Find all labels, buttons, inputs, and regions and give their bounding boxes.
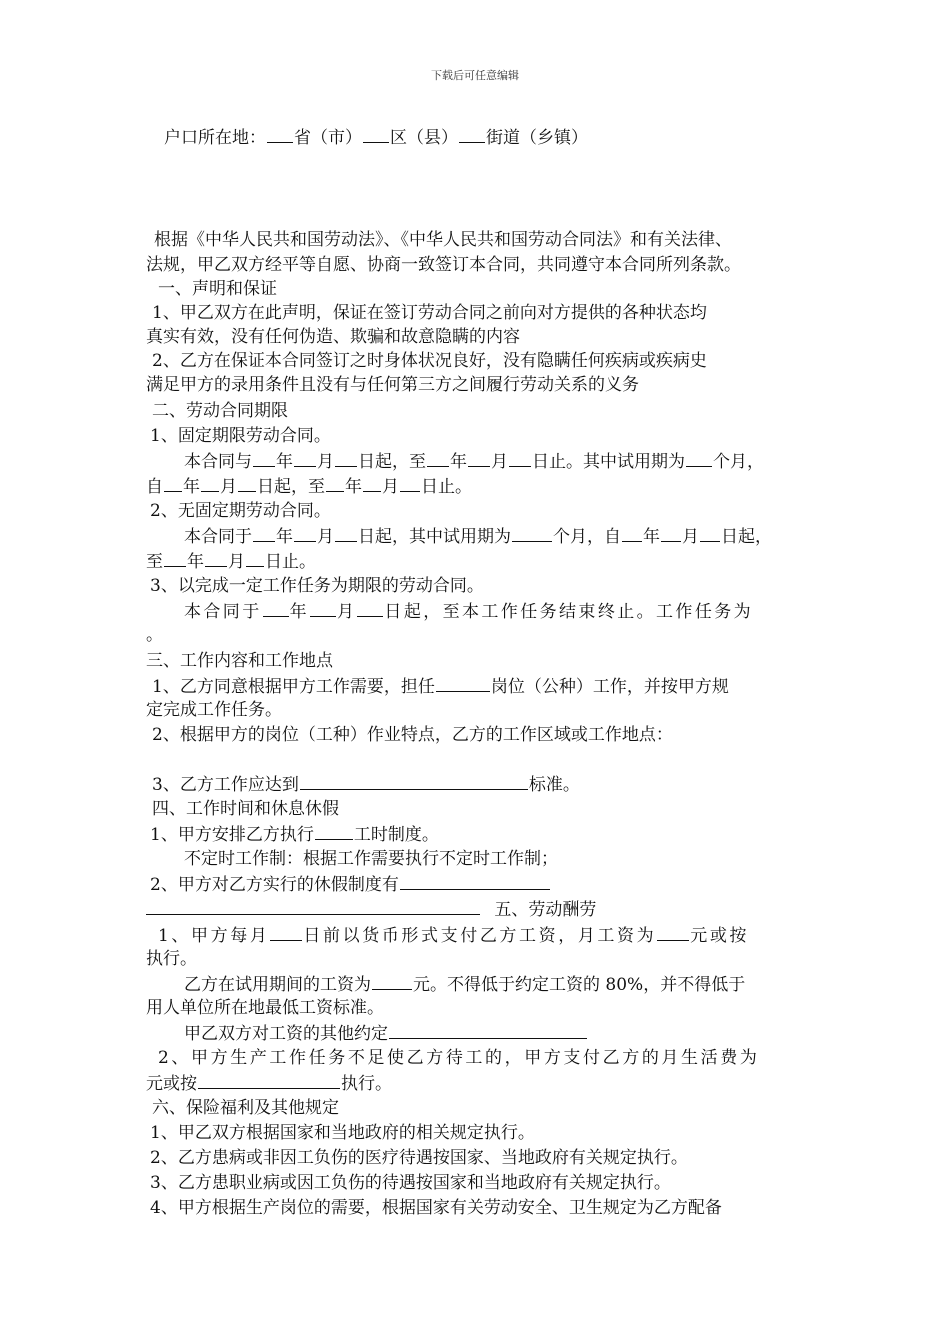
s5-item-2-line-2: 元或按 执行。 <box>146 1074 392 1094</box>
s6-item-4: 4、甲方根据生产岗位的需要，根据国家有关劳动安全、卫生规定为乙方配备 <box>150 1198 722 1218</box>
s3-item-1-line-2: 定完成工作任务。 <box>146 700 282 720</box>
s1-item-1b: 真实有效，没有任何伪造、欺骗和故意隐瞒的内容 <box>146 327 520 347</box>
s1-item-2b: 满足甲方的录用条件且没有与任何第三方之间履行劳动关系的义务 <box>146 375 639 395</box>
section-6-title: 六、保险福利及其他规定 <box>152 1098 339 1118</box>
s2-item-3-line-2: 。 <box>146 625 163 645</box>
s1-item-1a: 1、甲乙双方在此声明，保证在签订劳动合同之前向对方提供的各种状态均 <box>152 303 707 323</box>
s6-item-2: 2、乙方患病或非因工负伤的医疗待遇按国家、当地政府有关规定执行。 <box>150 1148 688 1168</box>
s1-item-2a: 2、乙方在保证本合同签订之时身体状况良好，没有隐瞒任何疾病或疾病史 <box>152 351 707 371</box>
s5-probation-line-1: 乙方在试用期间的工资为 元。不得低于约定工资的 80%，并不得低于 <box>184 975 746 995</box>
s4-item-2: 2、甲方对乙方实行的休假制度有 <box>150 873 551 896</box>
s5-other: 甲乙双方对工资的其他约定 <box>184 1022 588 1045</box>
page-header: 下载后可任意编辑 <box>431 69 519 82</box>
s4-item-1-note: 不定时工作制：根据工作需要执行不定时工作制； <box>184 849 558 869</box>
residence-line: 户口所在地： 省（市） 区（县） 街道（乡镇） <box>164 128 588 148</box>
s3-item-1-line-1: 1、乙方同意根据甲方工作需要，担任 岗位（公种）工作，并按甲方规 <box>152 677 729 697</box>
blank-province <box>267 126 293 143</box>
s5-item-1-line-2: 执行。 <box>146 949 197 969</box>
s5-item-2-line-1: 2、甲方生产工作任务不足使乙方待工的，甲方支付乙方的月生活费为 <box>158 1048 760 1068</box>
s2-item-2-line-2: 至 年 月 日止。 <box>146 552 316 572</box>
s2-item-2-line-1: 本合同于 年 月 日起，其中试用期为 个月，自 年 月 日起， <box>184 527 772 547</box>
s6-item-1: 1、甲乙双方根据国家和当地政府的相关规定执行。 <box>150 1123 535 1143</box>
section-2-title: 二、劳动合同期限 <box>152 401 288 421</box>
section-5-title: 五、劳动酬劳 <box>494 900 597 920</box>
s5-probation-line-2: 用人单位所在地最低工资标准。 <box>146 998 384 1018</box>
s2-item-1-line-1: 本合同与 年 月 日起，至 年 月 日止。其中试用期为 个月， <box>184 452 764 472</box>
section-3-title: 三、工作内容和工作地点 <box>146 651 333 671</box>
section-1-title: 一、声明和保证 <box>158 279 277 299</box>
s2-item-3-line-1: 本合同于 年 月 日起，至本工作任务结束终止。工作任务为 <box>184 602 754 622</box>
intro-line-2: 法规，甲乙双方经平等自愿、协商一致签订本合同，共同遵守本合同所列条款。 <box>146 255 741 275</box>
s4-item-1: 1、甲方安排乙方执行 工时制度。 <box>150 825 439 845</box>
s2-item-3: 3、以完成一定工作任务为期限的劳动合同。 <box>150 576 484 596</box>
blank-district <box>363 126 389 143</box>
s2-item-1: 1、固定期限劳动合同。 <box>150 426 331 446</box>
intro-line-1: 根据《中华人民共和国劳动法》、《中华人民共和国劳动合同法》和有关法律、 <box>154 230 732 250</box>
s3-item-2: 2、根据甲方的岗位（工种）作业特点，乙方的工作区域或工作地点： <box>152 725 673 745</box>
section-4-title: 四、工作时间和休息休假 <box>152 799 339 819</box>
blank-street <box>459 126 485 143</box>
s4-item-2-cont <box>146 898 596 921</box>
s3-item-3: 3、乙方工作应达到 标准。 <box>152 775 580 795</box>
s6-item-3: 3、乙方患职业病或因工负伤的待遇按国家和当地政府有关规定执行。 <box>150 1173 671 1193</box>
s5-item-1-line-1: 1、甲方每月 日前以货币形式支付乙方工资，月工资为 元或按 <box>158 926 750 946</box>
s2-item-2: 2、无固定期劳动合同。 <box>150 501 331 521</box>
s2-item-1-line-2: 自 年 月 日起，至 年 月 日止。 <box>146 477 472 497</box>
